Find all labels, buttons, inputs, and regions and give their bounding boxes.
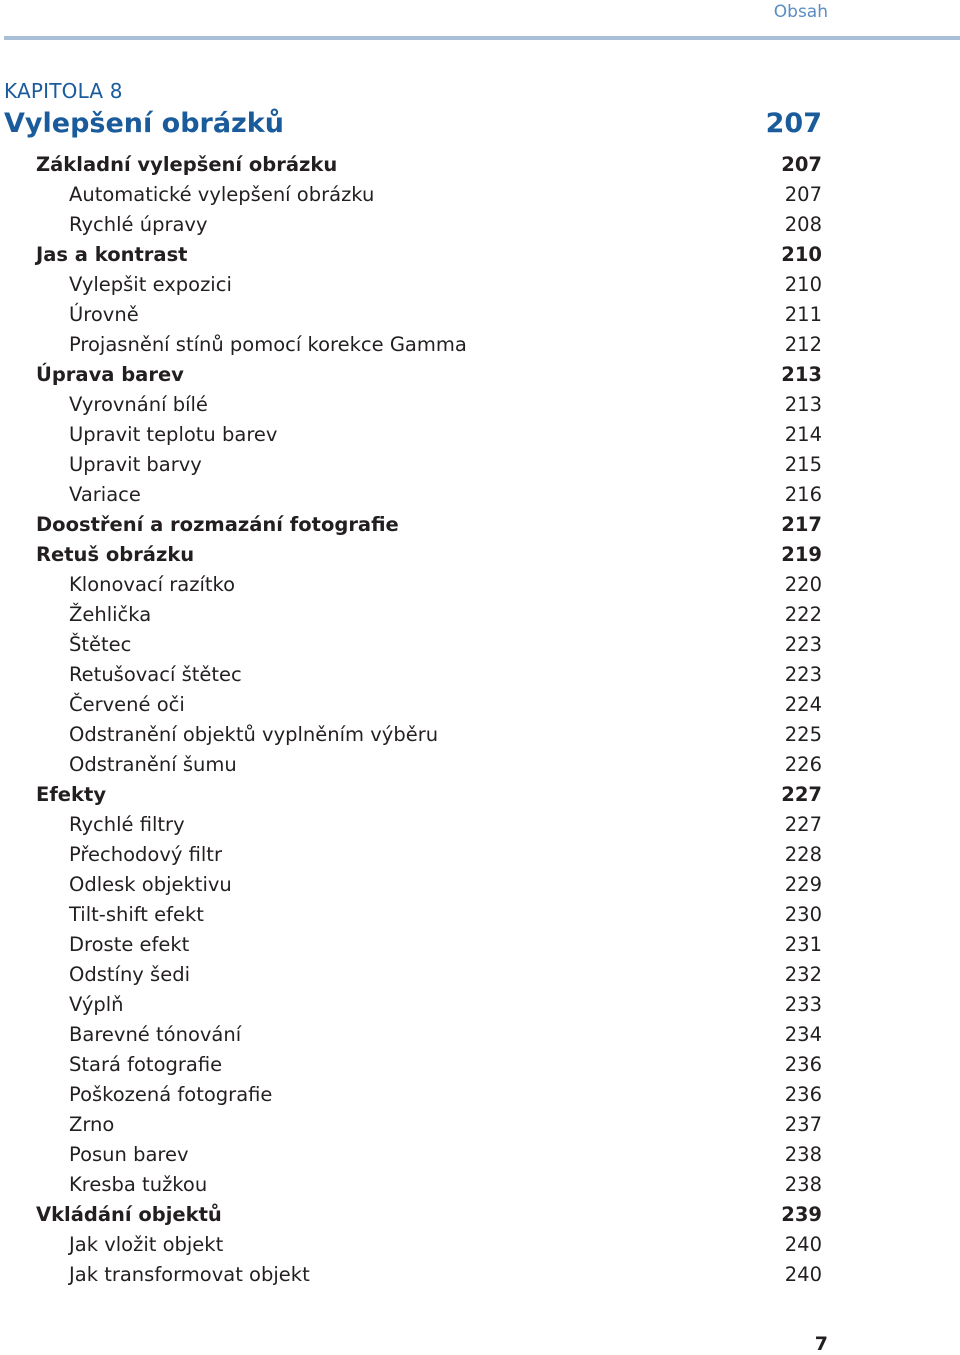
toc-entry-page: 237 [784,1113,822,1136]
toc-entry-title: Výplň [69,993,124,1016]
toc-entry-title: Základní vylepšení obrázku [36,153,338,176]
toc-subsection-entry [0,810,960,840]
toc-subsection-entry [0,1080,960,1110]
toc-entry-page: 225 [784,723,822,746]
toc-subsection-entry [0,1230,960,1260]
toc-entry-page: 217 [781,513,822,536]
toc-subsection-entry [0,930,960,960]
toc-entry-title: Rychlé filtry [69,813,185,836]
toc-entry-title: Automatické vylepšení obrázku [69,183,375,206]
toc-subsection-entry [0,690,960,720]
toc-entry-title: Projasnění stínů pomocí korekce Gamma [69,333,467,356]
toc-entry-title: Jak vložit objekt [69,1233,224,1256]
toc-entry-title: Kresba tužkou [69,1173,208,1196]
toc-entry-page: 240 [784,1233,822,1256]
toc-entry-title: Variace [69,483,141,506]
toc-subsection-entry [0,720,960,750]
toc-entry-page: 216 [784,483,822,506]
toc-entry-title: Odstranění šumu [69,753,237,776]
toc-entry-title: Přechodový filtr [69,843,222,866]
toc-entry-title: Žehlička [69,603,152,626]
toc-entry-page: 207 [784,183,822,206]
toc-entry-title: Úprava barev [36,363,184,386]
toc-entry-title: Droste efekt [69,933,190,956]
toc-entry-page: 240 [784,1263,822,1286]
toc-entry-title: Retušovací štětec [69,663,242,686]
toc-subsection-entry [0,990,960,1020]
running-header: Obsah [773,2,828,22]
toc-entry-page: 207 [781,153,822,176]
toc-entry-page: 236 [784,1083,822,1106]
toc-list [0,150,960,1290]
toc-subsection-entry [0,870,960,900]
toc-entry-title: Zrno [69,1113,115,1136]
chapter-title: Vylepšení obrázků [4,108,284,139]
toc-entry-title: Jak transformovat objekt [69,1263,310,1286]
toc-entry-page: 208 [784,213,822,236]
toc-entry-title: Efekty [36,783,107,806]
toc-entry-page: 223 [784,633,822,656]
chapter-label: KAPITOLA 8 [4,79,123,103]
toc-section-entry [0,780,960,810]
toc-subsection-entry [0,630,960,660]
toc-entry-page: 239 [781,1203,822,1226]
toc-subsection-entry [0,900,960,930]
toc-entry-page: 211 [784,303,822,326]
toc-entry-page: 227 [781,783,822,806]
toc-entry-page: 210 [781,243,822,266]
toc-entry-title: Odstranění objektů vyplněním výběru [69,723,439,746]
header-rule [4,36,960,40]
toc-entry-title: Štětec [69,633,132,656]
toc-section-entry [0,150,960,180]
toc-entry-title: Stará fotografie [69,1053,223,1076]
page-number: 7 [814,1333,828,1355]
toc-entry-title: Poškozená fotografie [69,1083,273,1106]
toc-subsection-entry [0,960,960,990]
toc-subsection-entry [0,390,960,420]
toc-entry-page: 236 [784,1053,822,1076]
toc-entry-page: 213 [784,393,822,416]
toc-entry-title: Barevné tónování [69,1023,242,1046]
toc-section-entry [0,540,960,570]
toc-subsection-entry [0,1050,960,1080]
toc-subsection-entry [0,330,960,360]
toc-subsection-entry [0,600,960,630]
toc-entry-title: Doostření a rozmazání fotografie [36,513,399,536]
toc-entry-title: Červené oči [69,693,185,716]
toc-entry-title: Jas a kontrast [36,243,188,266]
toc-entry-page: 231 [784,933,822,956]
toc-entry-title: Posun barev [69,1143,189,1166]
toc-subsection-entry [0,1260,960,1290]
toc-subsection-entry [0,750,960,780]
toc-entry-page: 213 [781,363,822,386]
toc-entry-title: Rychlé úpravy [69,213,208,236]
toc-entry-page: 220 [784,573,822,596]
toc-entry-title: Upravit barvy [69,453,202,476]
toc-subsection-entry [0,1110,960,1140]
toc-subsection-entry [0,450,960,480]
toc-entry-title: Retuš obrázku [36,543,195,566]
toc-entry-page: 215 [784,453,822,476]
toc-entry-page: 238 [784,1143,822,1166]
toc-entry-page: 232 [784,963,822,986]
toc-entry-page: 212 [784,333,822,356]
toc-entry-page: 224 [784,693,822,716]
toc-entry-page: 223 [784,663,822,686]
toc-entry-title: Upravit teplotu barev [69,423,278,446]
toc-entry-page: 219 [781,543,822,566]
toc-entry-title: Odstíny šedi [69,963,190,986]
toc-entry-page: 210 [784,273,822,296]
toc-entry-title: Vkládání objektů [36,1203,222,1226]
toc-section-entry [0,510,960,540]
toc-entry-page: 234 [784,1023,822,1046]
toc-subsection-entry [0,480,960,510]
chapter-page-number: 207 [765,108,822,139]
toc-section-entry [0,240,960,270]
toc-subsection-entry [0,1140,960,1170]
toc-subsection-entry [0,1020,960,1050]
toc-subsection-entry [0,660,960,690]
toc-entry-page: 238 [784,1173,822,1196]
toc-subsection-entry [0,840,960,870]
toc-entry-title: Klonovací razítko [69,573,236,596]
toc-entry-page: 226 [784,753,822,776]
toc-subsection-entry [0,420,960,450]
toc-entry-page: 214 [784,423,822,446]
toc-subsection-entry [0,270,960,300]
toc-entry-title: Odlesk objektivu [69,873,232,896]
toc-subsection-entry [0,300,960,330]
toc-entry-title: Vylepšit expozici [69,273,232,296]
toc-section-entry [0,360,960,390]
toc-entry-title: Tilt-shift efekt [69,903,204,926]
toc-entry-page: 233 [784,993,822,1016]
toc-subsection-entry [0,180,960,210]
toc-entry-title: Úrovně [69,303,139,326]
toc-subsection-entry [0,210,960,240]
toc-entry-page: 229 [784,873,822,896]
toc-entry-page: 228 [784,843,822,866]
toc-subsection-entry [0,570,960,600]
toc-entry-page: 230 [784,903,822,926]
toc-entry-page: 227 [784,813,822,836]
toc-section-entry [0,1200,960,1230]
toc-entry-title: Vyrovnání bílé [69,393,208,416]
toc-subsection-entry [0,1170,960,1200]
toc-entry-page: 222 [784,603,822,626]
